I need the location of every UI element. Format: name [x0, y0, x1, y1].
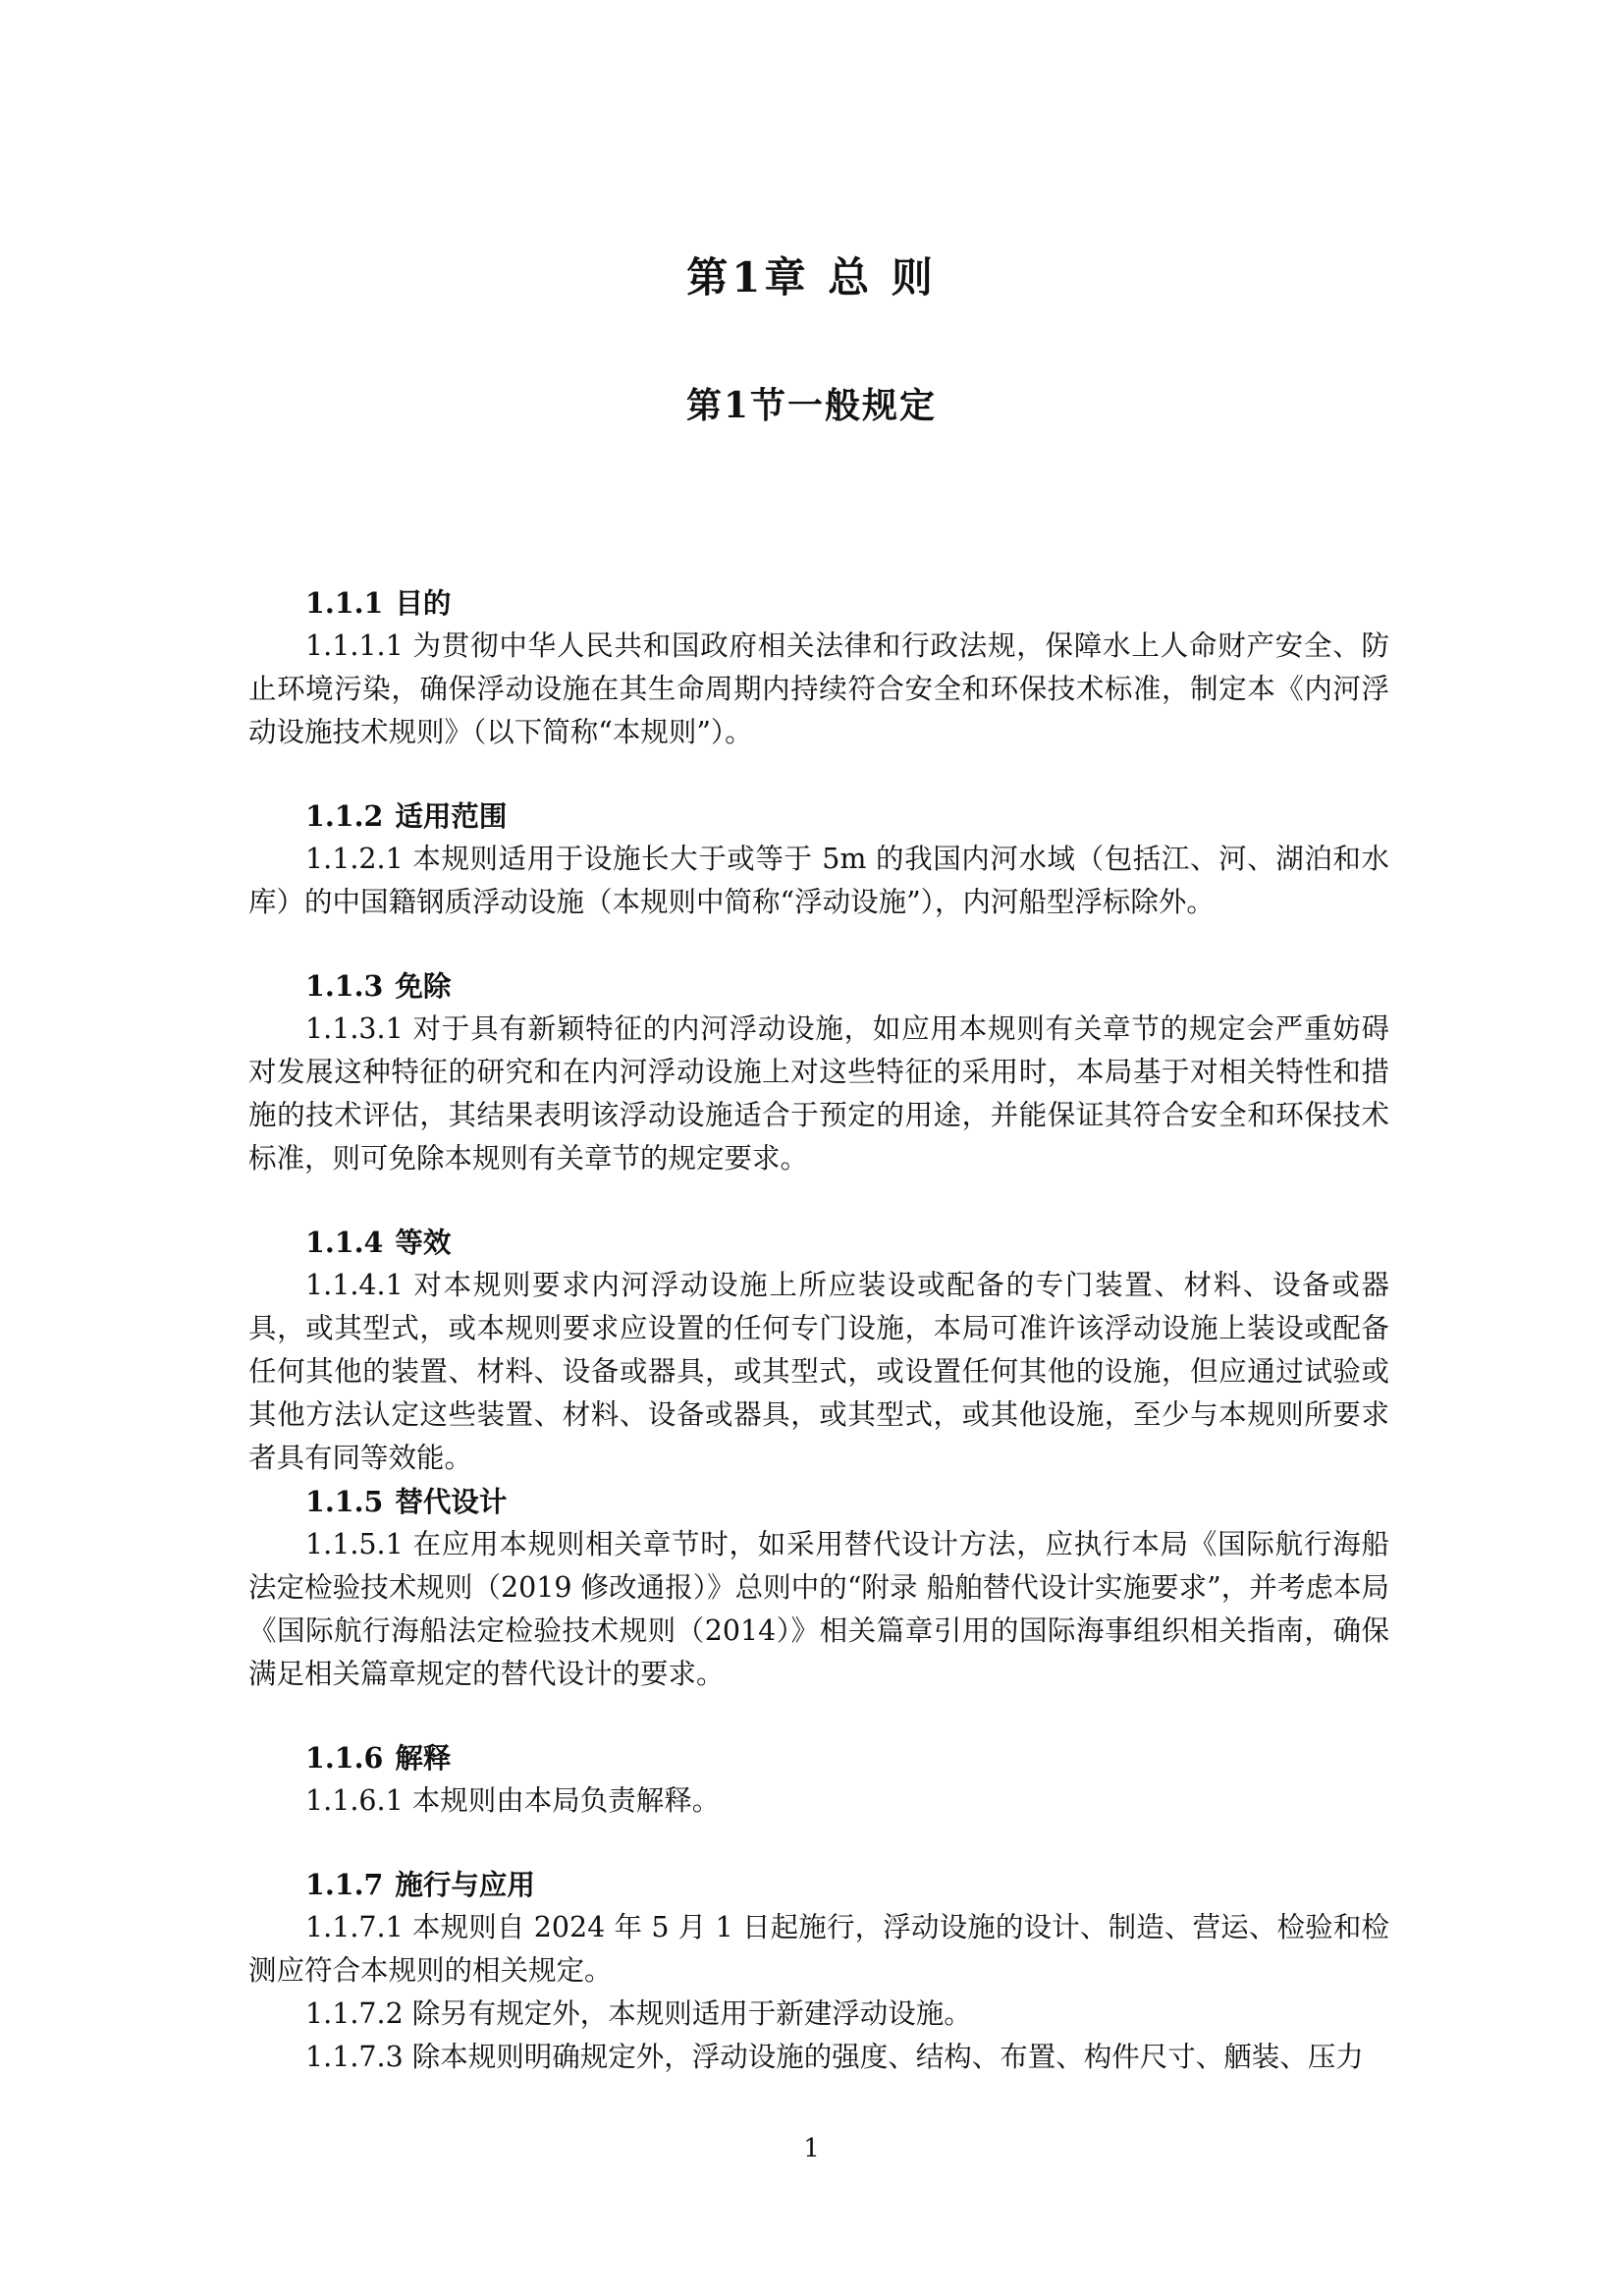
clause-number: 1.1.3 — [305, 969, 384, 1003]
clause-1-1-4 — [248, 1221, 1389, 1480]
clause-1-1-7 — [248, 1863, 1389, 2079]
clause-paragraph: 1.1.7.3 除本规则明确规定外，浮动设施的强度、结构、布置、构件尺寸、舾装、压力 — [305, 2041, 1364, 2073]
clause-1-1-5 — [248, 1480, 1389, 1696]
document-body — [248, 581, 1389, 2079]
clause-heading — [248, 581, 1389, 625]
clause-heading — [248, 1480, 1389, 1523]
clause-number: 1.1.2 — [305, 799, 384, 833]
clause-paragraph: 1.1.5.1 在应用本规则相关章节时，如采用替代设计方法，应执行本局《国际航行海船法定检验技术规则（2019 修改通报）》总则中的“附录 船舶替代设计实施要求”，并考虑本局《国际航行海船法定检验技术规则（2014）》相关篇章引用的国际海事组织相关指南，确保满足相关篇章规定的替代设计的要求。 — [248, 1528, 1389, 1690]
clause-title: 目的 — [395, 586, 452, 620]
clause-heading — [248, 1863, 1389, 1906]
clause-paragraph: 1.1.4.1 对本规则要求内河浮动设施上所应装设或配备的专门装置、材料、设备或器具，或其型式，或本规则要求应设置的任何专门设施，本局可准许该浮动设施上装设或配备任何其他的装置、材料、设备或器具，或其型式，或设置任何其他的设施，但应通过试验或其他方法认定这些装置、材料、设备或器具，或其型式，或其他设施，至少与本规则所要求者具有同等效能。 — [248, 1269, 1389, 1474]
clause-1-1-1 — [248, 581, 1389, 754]
page-number: 1 — [803, 2134, 820, 2163]
clause-1-1-2 — [248, 794, 1389, 924]
clause-heading — [248, 1221, 1389, 1264]
clause-paragraph: 1.1.1.1 为贯彻中华人民共和国政府相关法律和行政法规，保障水上人命财产安全、防止环境污染，确保浮动设施在其生命周期内持续符合安全和环保技术标准，制定本《内河浮动设施技术规则》（以下简称“本规则”）。 — [248, 629, 1389, 748]
chapter-title: 第1章 总 则 — [686, 253, 937, 301]
clause-heading — [248, 964, 1389, 1008]
clause-title: 免除 — [395, 969, 452, 1003]
clause-heading — [248, 1736, 1389, 1779]
clause-1-1-3 — [248, 964, 1389, 1180]
clause-number: 1.1.7 — [305, 1868, 384, 1901]
clause-title: 解释 — [395, 1741, 452, 1775]
clause-number: 1.1.4 — [305, 1226, 384, 1259]
clause-title: 适用范围 — [395, 799, 508, 833]
clause-paragraph: 1.1.6.1 本规则由本局负责解释。 — [305, 1784, 721, 1817]
clause-title: 等效 — [395, 1226, 452, 1259]
clause-paragraph: 1.1.2.1 本规则适用于设施长大于或等于 5m 的我国内河水域（包括江、河、湖泊和水库）的中国籍钢质浮动设施（本规则中简称“浮动设施”），内河船型浮标除外。 — [248, 843, 1389, 918]
clause-number: 1.1.6 — [305, 1741, 384, 1775]
clause-heading — [248, 794, 1389, 838]
section-title: 第1节一般规定 — [685, 385, 938, 426]
clause-number: 1.1.5 — [305, 1485, 384, 1518]
clause-title: 施行与应用 — [395, 1868, 535, 1901]
clause-title: 替代设计 — [395, 1485, 508, 1518]
clause-number: 1.1.1 — [305, 586, 384, 620]
clause-1-1-6 — [248, 1736, 1389, 1823]
clause-paragraph: 1.1.3.1 对于具有新颖特征的内河浮动设施，如应用本规则有关章节的规定会严重妨碍对发展这种特征的研究和在内河浮动设施上对这些特征的采用时，本局基于对相关特性和措施的技术评估，其结果表明该浮动设施适合于预定的用途，并能保证其符合安全和环保技术标准，则可免除本规则有关章节的规定要求。 — [248, 1012, 1389, 1175]
clause-paragraph: 1.1.7.1 本规则自 2024 年 5 月 1 日起施行，浮动设施的设计、制造、营运、检验和检测应符合本规则的相关规定。 — [248, 1911, 1389, 1987]
clause-paragraph: 1.1.7.2 除另有规定外，本规则适用于新建浮动设施。 — [305, 1997, 972, 2030]
